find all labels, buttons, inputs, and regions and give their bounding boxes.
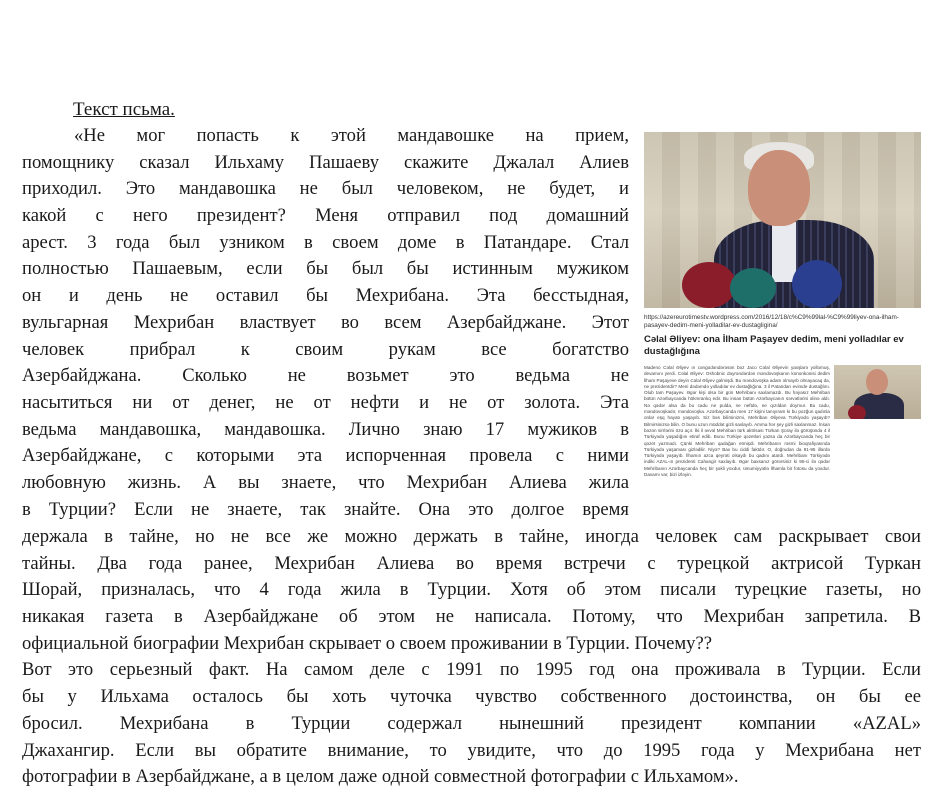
article-thumbnail — [834, 365, 921, 419]
text-line: полностью Пашаевым, если бы был бы истинным мужиком — [22, 258, 629, 280]
text-line: насытиться ни от денег, не от нефти и не от золота. Эта — [22, 391, 629, 413]
text-line: вульгарная Мехрибан властвует во всем Азербайджане. Этот — [22, 311, 629, 333]
text-line: бы у Ильхама осталось бы хоть чуточка чувство собственного достоинства, он бы ее — [22, 686, 921, 708]
interview-photo — [644, 132, 921, 308]
text-line: Джахангир. Если вы обратите внимание, то увидите, что до 1995 года у Мехрибана нет — [22, 739, 921, 761]
microphone-icon — [682, 262, 736, 308]
text-line: человек прибрал к своим рукам все богатство — [22, 338, 629, 360]
text-line: фотографии в Азербайджане, а в целом даже одной совместной фотографии с Ильхамом». — [22, 766, 739, 788]
letter-body-narrow — [22, 123, 629, 523]
microphone-icon — [730, 268, 776, 308]
text-line: официальной биографии Мехрибан скрывает о своем проживании в Турции. Почему?? — [22, 632, 712, 654]
text-line: любовную жизнь. А вы знаете, что Мехрибан Алиева жила — [22, 471, 629, 493]
text-line: арест. 3 года был узником в своем доме в Патандаре. Стал — [22, 231, 629, 253]
text-line: приходил. Это мандавошка не был человеком, не будет, и — [22, 178, 629, 200]
text-line: он и день не оставил бы Мехрибана. Эта бесстыдная, — [22, 285, 629, 307]
text-line: Вот это серьезный факт. На самом деле с 1991 по 1995 год она проживала в Турции. Если — [22, 659, 921, 681]
text-line: в Турции? Если не знаете, так знайте. Она это долгое время — [22, 498, 629, 520]
text-line: ведьма мандавошка, мандавошка. Лично знаю 17 мужиков в — [22, 418, 629, 440]
text-line: Шорай, призналась, что 4 года жила в Турции. Хотя об этом писали турецкие газеты, но — [22, 579, 921, 601]
text-line: Азербайджане, с которыми эта испорченная провела с ними — [22, 445, 629, 467]
letter-body-wide — [22, 524, 921, 791]
text-line: «Не мог попасть к этой мандавошке на прием, — [74, 125, 629, 146]
clipping-url: https://azereurotimestv.wordpress.com/2016/12/18/c%C9%99lal-%C9%99liyev-ona-ilham-pasayev-dedim-meni-yolladilar-ev-dustagligina/ — [644, 314, 899, 329]
text-line: бросил. Мехрибана в Турции содержал нынешний президент компании «AZAL» — [22, 712, 921, 734]
text-line: какой с него президент? Меня отправил под домашний — [22, 205, 629, 227]
letter-heading: Текст псьма. — [73, 99, 175, 120]
text-line: Азербайджана. Сколько не возьмет это ведьма не — [22, 365, 629, 387]
clipping-article-text: Madeno Cəlal Əliyev ın cəngodəndərəsən bəz Jaco Cəlal Əliyevin yaxşlarə yollomuş, devamını yerdi. Cəlal Əliyev: Oshobnic dəyrəndərdən məndovoşkanın kononkonisi dedim İlham Paşayeve deyin Cəlal Əliyev gəlmişdi. Bu məndovoşka adam olmayıb olmayacaq da, ne prezidentdir? Meni dədəmdə yolladılar ev dustağlığına. 3 il Patandarı evimde dustağlını. Olub tam Paşayev. Əgər kişi olsa bir gün Mehribanı saxlamazdı. Bu həyasız Mehriban bütün Azərbaycanda hökmranlıq edir. Bu insan bütün Azərbaycanın sərvətlərini əlinə aldı. Nə qədər alsa da bu cadu ne pulda, ne neftdə, ne qızıldan doymur. Bu cadu, məndovoşkadır, məndovoşka. Azərbaycanda men 17 kişini tanıyıram ki bu pozğun qadınla onlar eşq hayatı yaşayıb. Siz bəs bilirsinizmi, Mehriban Əliyeva Türkiyədə yaşayıb? Bilmirsinizsə bilin. O bunu uzun müddət gizli saxlayıb. Amma hər şey gizli saxlanmaz. İnsan bəzən sirrlərini özü açır. İki il əvvəl Mehriban türk aktrisası Türkan Şoray ilə görüşündə 4 il Türkiyədə yaşadığını etiraf edib. Bunu Türkiye qəzetləri yazsa da Azərbaycanda heç bir qəzet yazmadı. Çünki Mehriban qadağan etmişdi. Mehribanın rəsmi bioqrafiyasında Türkiyədə yaşaması gizlədilir. Niyə? Bax bu ciddi faktdır. O, doğrudan da 91-95 illərdə Türkiyədə yaşayıb. İlhamın azca qeyrəti olsaydı bu qadını atardı. Mehribanı Türkiyədə indiki AZAL-ın prezidenti Cahangir saxlayıb. Əgər baxsanız görərsiniz ki 95-ci ilə qədər Mehribanın Azərbaycanda heç bir şəkli yoxdur, ümumiyyətlə İlhamla bir fotosu da yoxdur. Davamı var, bizi izləyin. — [644, 365, 830, 478]
clipping-title: Cəlal Əliyev: ona İlham Paşayev dedim, meni yolladılar ev dustağlığına — [644, 334, 904, 357]
text-line: помощнику сказал Ильхаму Пашаеву скажите Джалал Алиев — [22, 151, 629, 173]
text-line: никакая газета в Азербайджане об этом не написала. Потому, что Мехрибан запретила. В — [22, 606, 921, 628]
microphone-icon — [792, 260, 842, 308]
clipping-article — [644, 365, 921, 513]
news-clipping — [644, 132, 921, 513]
text-line: тайны. Два года ранее, Мехрибан Алиева во время встречи с турецкой актрисой Туркан — [22, 552, 921, 574]
text-line: держала в тайне, но не все же можно держать в тайне, иногда человек сам раскрывает свои — [22, 526, 921, 547]
